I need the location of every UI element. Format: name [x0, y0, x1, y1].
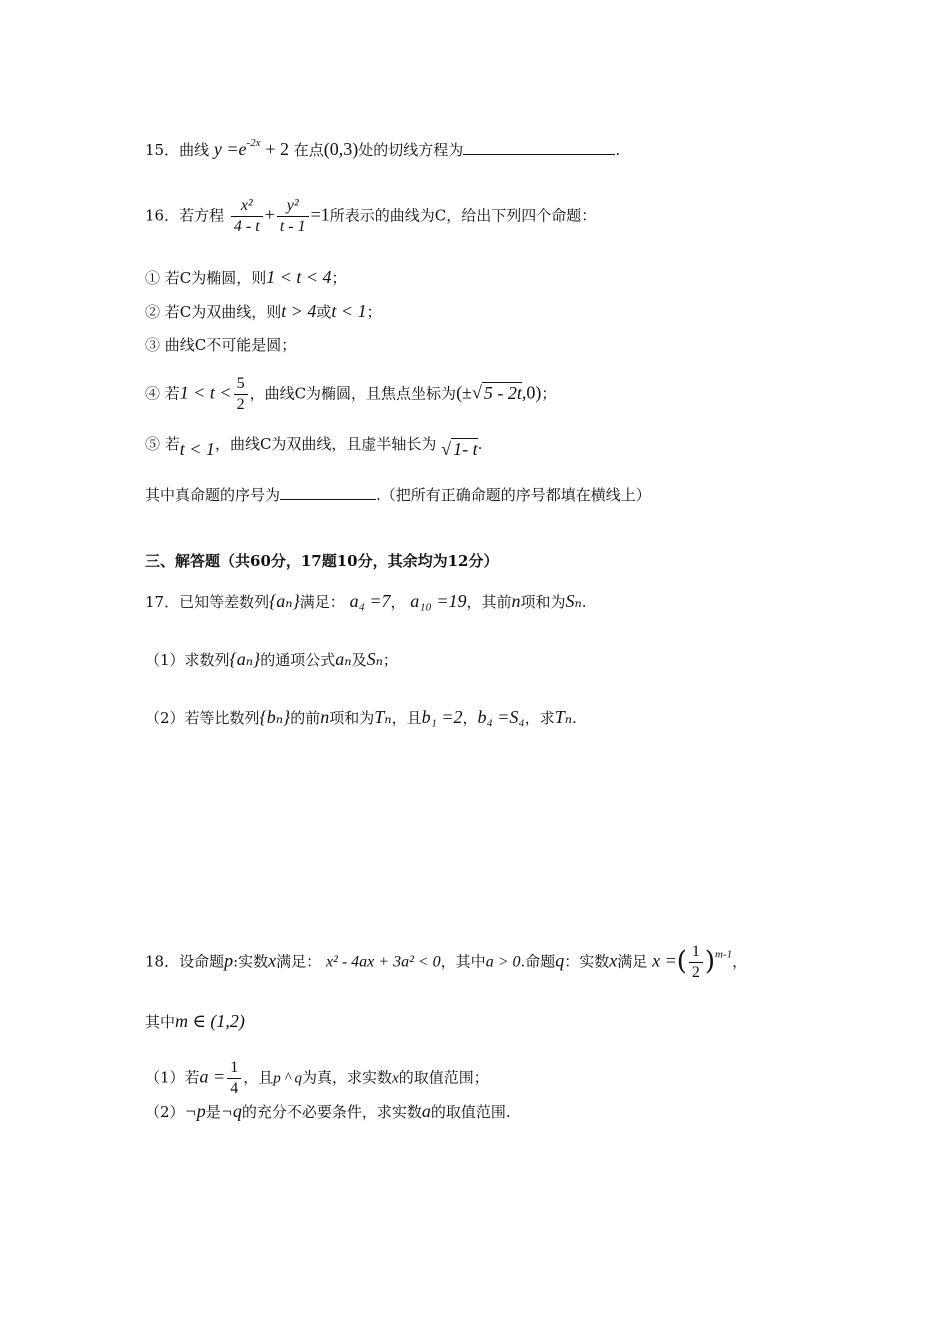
q16-item-4: ④ 若1 < t < $\frac{5}{2}$ ，曲线C为椭圆，且焦点坐标为(±√ 5 - 2t,0)； — [145, 375, 557, 413]
fraction: $\frac{\text{y²}}{t - 1}$ — [277, 196, 309, 237]
fraction: $\frac{1}{2}$ — [689, 942, 703, 983]
fraction: $\frac{\text{x²}}{4 - t}$ — [231, 196, 263, 237]
q16-item-2: ② 若C为双曲线，则t > 4或t < 1； — [145, 301, 382, 321]
q16-item-3: ③ 曲线C不可能是圆； — [145, 336, 297, 354]
q17-part-1: （1）求数列{aₙ}的通项公式aₙ及Sₙ； — [145, 649, 398, 669]
q15-line: 15．曲线 $y =e^{-2x} + 2$ 在点(0,3)处的切线方程为 . — [145, 137, 621, 159]
q17-line: 17．已知等差数列{aₙ}满足： a₄ =7， a₁₀ =19，其前n项和为Sₙ. — [145, 591, 587, 611]
q16-answer-line: 其中真命题的序号为 .（把所有正确命题的序号都填在横线上） — [145, 486, 651, 504]
answer-blank[interactable] — [463, 140, 615, 155]
q16-item-5: ⑤ 若t < 1，曲线C为双曲线，且虚半轴长为 √ 1- t. — [145, 435, 483, 459]
fraction: $\frac{1}{4}$ — [227, 1058, 241, 1099]
fraction: $\frac{5}{2}$ — [234, 374, 248, 415]
q16-item-1: ① 若C为椭圆，则1 < t < 4； — [145, 267, 347, 287]
q18-part-2: （2）¬p是¬q的充分不必要条件，求实数a的取值范围. — [145, 1101, 511, 1121]
q18-line-2: 其中m ∈ (1,2) — [145, 1011, 245, 1031]
q17-part-2: （2）若等比数列{bₙ}的前n项和为Tₙ，且b₁ =2，b₄ =S₄，求Tₙ. — [145, 707, 577, 727]
q18-part-1: （1）若a = $\frac{1}{4}$ ，且p ^ q为真，求实数x的取值范围； — [145, 1059, 489, 1097]
q15-formula: y =e — [213, 139, 247, 159]
q18-line: 18．设命题p:实数x满足： x² - 4ax + 3a² < 0，其中a > 0.命题q：实数x满足 x =( $\frac{1}{2}$ )$^{m-1}$， — [145, 943, 748, 981]
section-heading: 三、解答题（共60分，17题10分，其余均为12分） — [145, 552, 499, 570]
q16-line: 16．若方程 $\frac{\text{x²}}{4 - t}$ + $\frac{\text{y²}}{t - 1}$ =1所表示的曲线为C，给出下列四个命题： — [145, 197, 597, 235]
answer-blank[interactable] — [280, 485, 376, 500]
q15-number: 15． — [145, 141, 180, 159]
q16-number: 16． — [145, 206, 180, 225]
